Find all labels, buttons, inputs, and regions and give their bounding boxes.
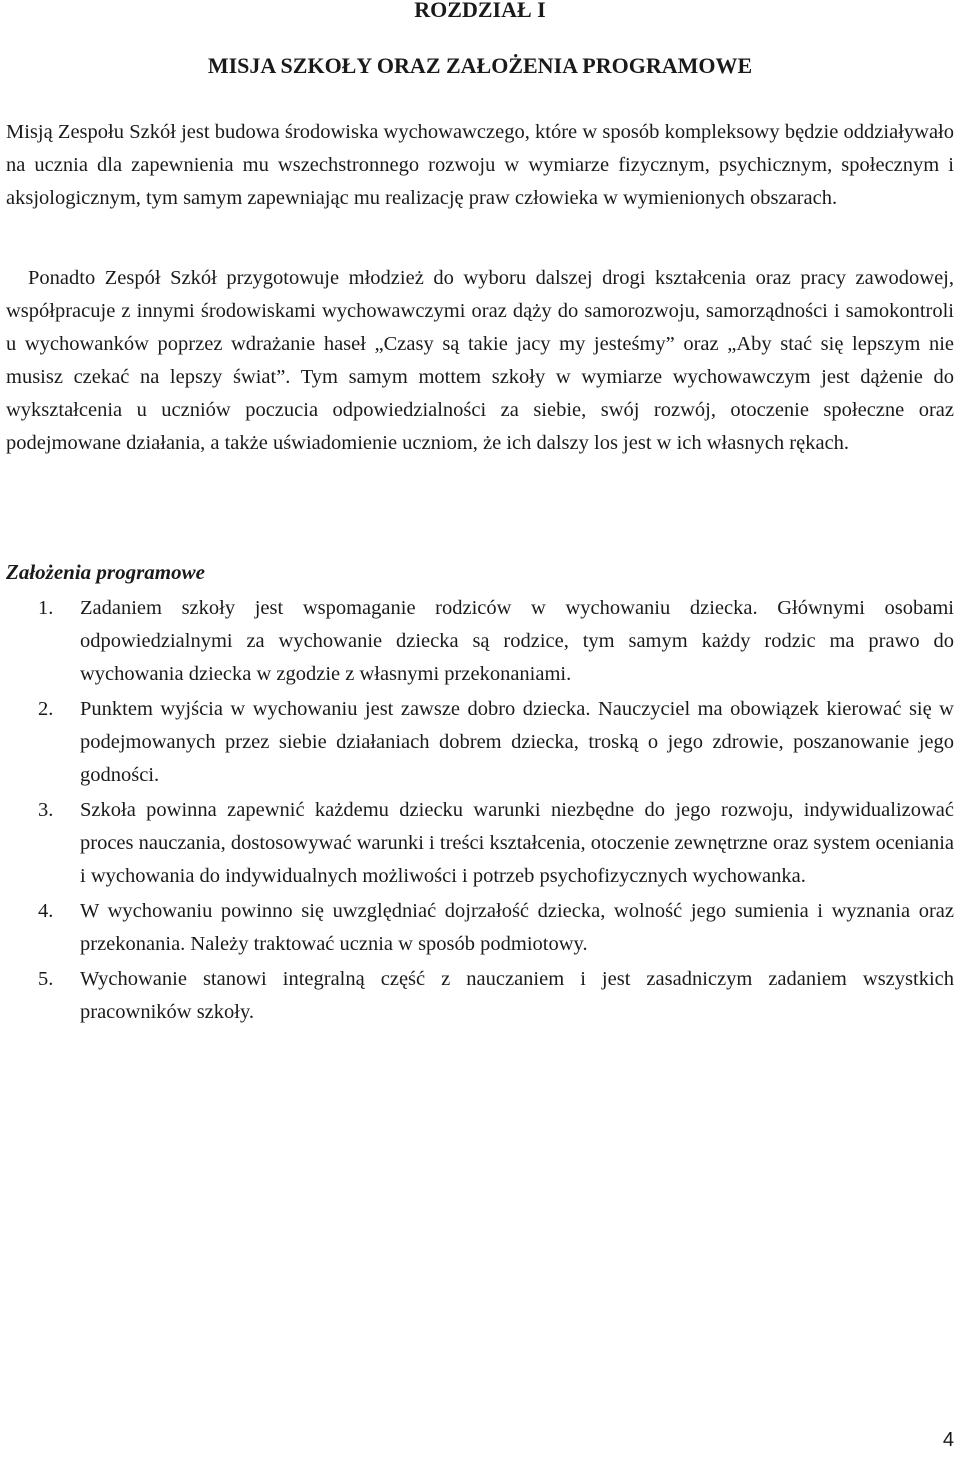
list-item-number: 2.: [38, 698, 54, 720]
chapter-title: ROZDZIAŁ I: [414, 0, 546, 22]
list-item: [0, 963, 960, 1029]
page-number: 4: [942, 1429, 954, 1451]
list-item-text: W wychowaniu powinno się uwzględniać dojrzałość dziecka, wolność jego sumienia i wyznania oraz przekonania. Należy traktować ucznia w sposób podmiotowy.: [80, 900, 954, 955]
chapter-subtitle: MISJA SZKOŁY ORAZ ZAŁOŻENIA PROGRAMOWE: [207, 53, 753, 78]
list-item-text: Zadaniem szkoły jest wspomaganie rodziców w wychowaniu dziecka. Głównymi osobami odpowiedzialnymi za wychowanie dziecka są rodzice, tym samym każdy rodzic ma prawo do wychowania dziecka w zgodzie z własnymi przekonaniami.: [80, 597, 954, 685]
mission-paragraph: Misją Zespołu Szkół jest budowa środowiska wychowawczego, które w sposób kompleksowy będzie oddziaływało na ucznia dla zapewnienia mu wszechstronnego rozwoju w wymiarze fizycznym, psychicznym, społecznym i aksjologicznym, tym samym zapewniając mu realizację praw człowieka w wymienionych obszarach.: [6, 121, 954, 209]
list-item-number: 1.: [38, 597, 54, 619]
list-item-number: 3.: [38, 799, 54, 821]
list-item-number: 4.: [38, 900, 54, 922]
list-item: [0, 794, 960, 893]
list-item: [0, 693, 960, 792]
list-item-text: Wychowanie stanowi integralną część z nauczaniem i jest zasadniczym zadaniem wszystkich pracowników szkoły.: [80, 968, 954, 1023]
list-item: [0, 895, 960, 961]
motto-paragraph: Ponadto Zespół Szkół przygotowuje młodzież do wyboru dalszej drogi kształcenia oraz pracy zawodowej, współpracuje z innymi środowiskami wychowawczymi oraz dąży do samorozwoju, samorządności i samokontroli u wychowanków poprzez wdrażanie haseł „Czasy są takie jacy my jesteśmy” oraz „Aby stać się lepszym nie musisz czekać na lepszy świat”. Tym samym mottem szkoły w wymiarze wychowawczym jest dążenie do wykształcenia u uczniów poczucia odpowiedzialności za siebie, swój rozwój, otoczenie społeczne oraz podejmowane działania, a także uświadomienie uczniom, że ich dalszy los jest w ich własnych rękach.: [6, 267, 954, 454]
list-item-text: Punktem wyjścia w wychowaniu jest zawsze dobro dziecka. Nauczyciel ma obowiązek kierować się w podejmowanych przez siebie działaniach dobrem dziecka, troską o jego zdrowie, poszanowanie jego godności.: [80, 698, 954, 786]
list-item-number: 5.: [38, 968, 54, 990]
list-item-text: Szkoła powinna zapewnić każdemu dziecku warunki niezbędne do jego rozwoju, indywidualizować proces nauczania, dostosowywać warunki i treści kształcenia, otoczenie zewnętrzne oraz system oceniania i wychowania do indywidualnych możliwości i potrzeb psychofizycznych wychowanka.: [80, 799, 954, 887]
list-item: [0, 592, 960, 691]
section-heading: Założenia programowe: [6, 560, 205, 584]
principles-list: [0, 592, 960, 1031]
